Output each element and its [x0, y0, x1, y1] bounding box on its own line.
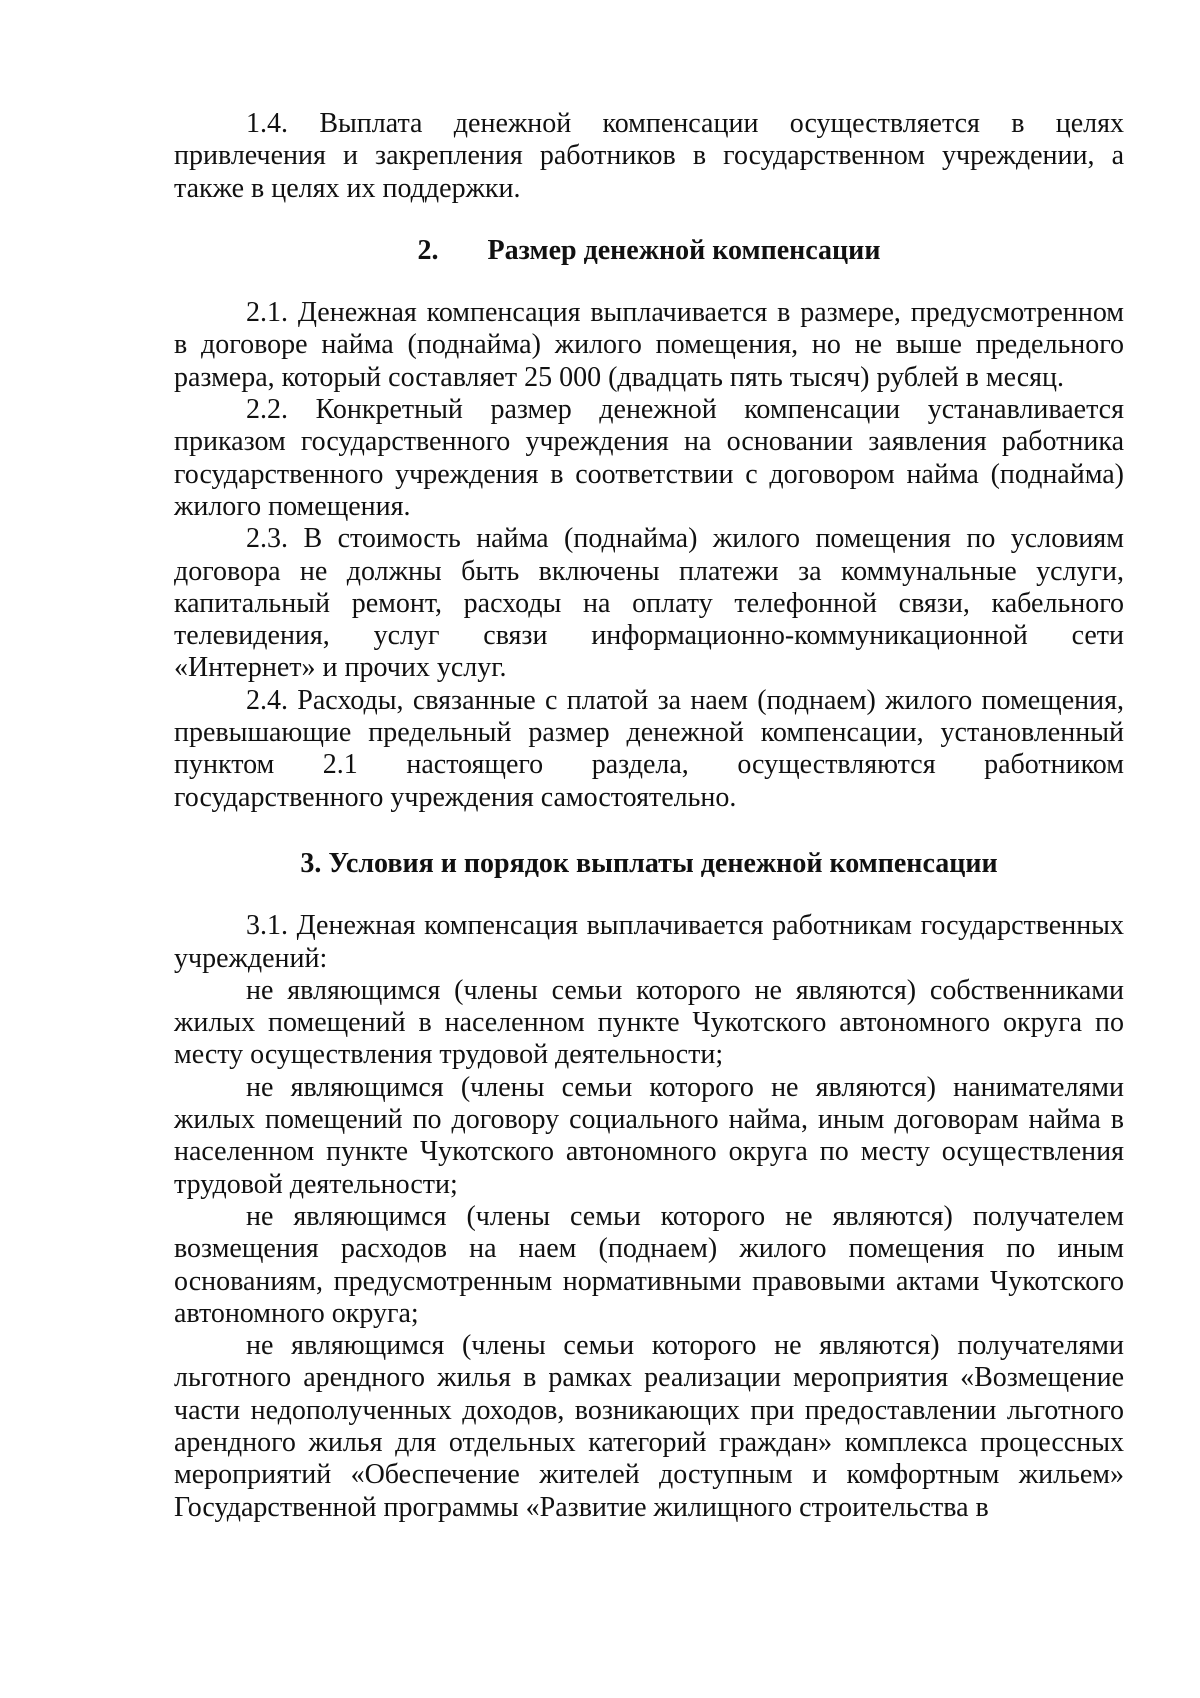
- paragraph-2-3: 2.3. В стоимость найма (поднайма) жилого помещения по условиям договора не должны быть включены платежи за коммунальные услуги, капитальный ремонт, расходы на оплату телефонной связи, кабельного телевидения, услуг связи информационно-коммуникационной сети «Интернет» и прочих услуг.: [174, 523, 1124, 684]
- list-item-condition-reimbursement: не являющимся (члены семьи которого не являются) получателем возмещения расходов на наем (поднаем) жилого помещения по иным основаниям, предусмотренным нормативными правовыми актами Чукотского автономного округа;: [174, 1200, 1124, 1329]
- section-2-number: 2.: [417, 234, 439, 266]
- section-2-heading: [174, 235, 1124, 267]
- document-page: [174, 108, 1124, 1524]
- paragraph-2-2: 2.2. Конкретный размер денежной компенсации устанавливается приказом государственного учреждения на основании заявления работника государственного учреждения в соответствии с договором найма (поднайма) жилого помещения.: [174, 394, 1124, 522]
- section-2-title: Размер денежной компенсации: [487, 234, 881, 266]
- list-item-condition-tenants: не являющимся (члены семьи которого не являются) нанимателями жилых помещений по договору социального найма, иным договорам найма в населенном пункте Чукотского автономного округа по месту осуществления трудовой деятельности;: [174, 1071, 1124, 1200]
- section-3-heading: 3. Условия и порядок выплаты денежной компенсации: [300, 847, 998, 879]
- paragraph-2-4: 2.4. Расходы, связанные с платой за наем (поднаем) жилого помещения, превышающие предельный размер денежной компенсации, установленный пунктом 2.1 настоящего раздела, осуществляются работником государственного учреждения самостоятельно.: [174, 684, 1124, 813]
- list-item-condition-owners: не являющимся (члены семьи которого не являются) собственниками жилых помещений в населенном пункте Чукотского автономного округа по месту осуществления трудовой деятельности;: [174, 974, 1124, 1071]
- paragraph-3-1: 3.1. Денежная компенсация выплачивается работникам государственных учреждений:: [174, 910, 1124, 974]
- list-item-condition-preferential-housing: не являющимся (члены семьи которого не являются) получателями льготного арендного жилья в рамках реализации мероприятия «Возмещение части недополученных доходов, возникающих при предоставлении льготного арендного жилья для отдельных категорий граждан» комплекса процессных мероприятий «Обеспечение жителей доступным и комфортным жильем» Государственной программы «Развитие жилищного строительства в: [174, 1330, 1124, 1523]
- paragraph-2-1: 2.1. Денежная компенсация выплачивается в размере, предусмотренном в договоре найма (поднайма) жилого помещения, но не выше предельного размера, который составляет 25 000 (двадцать пять тысяч) рублей в месяц.: [174, 297, 1124, 393]
- paragraph-1-4: 1.4. Выплата денежной компенсации осуществляется в целях привлечения и закрепления работников в государственном учреждении, а также в целях их поддержки.: [174, 108, 1124, 204]
